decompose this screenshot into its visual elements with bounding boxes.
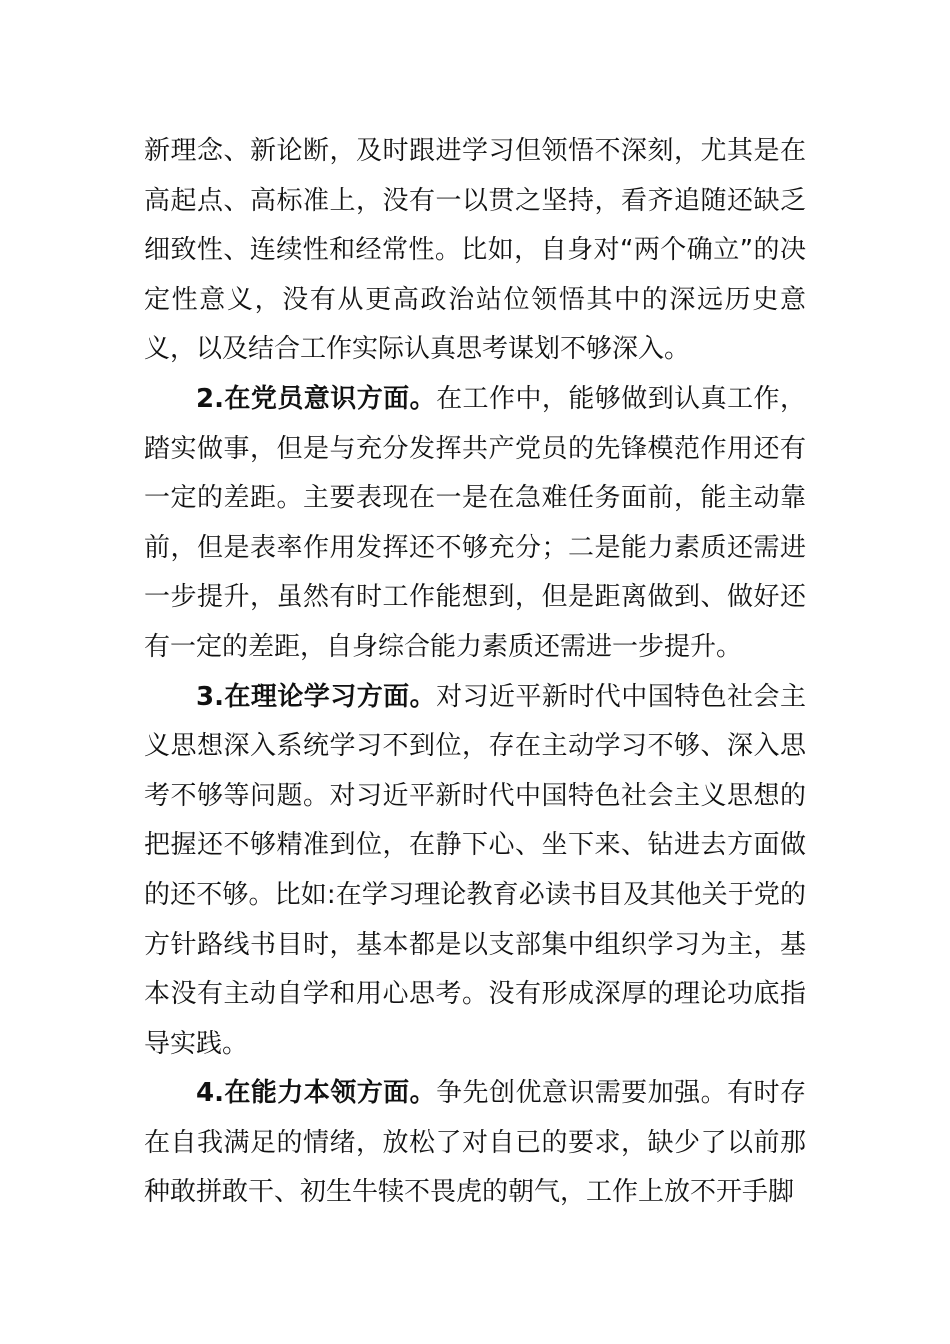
paragraph-text: 新理念、新论断，及时跟进学习但领悟不深刻，尤其是在高起点、高标准上，没有一以贯之坚持，看齐追随还缺乏细致性、连续性和经常性。比如，自身对“两个确立”的决定性意义，没有从更高政治站位领悟其中的深远历史意义，以及结合工作实际认真思考谋划不够深入。 xyxy=(144,136,806,365)
paragraph-heading: 3.在理论学习方面。 xyxy=(196,681,437,712)
paragraph-theory-study xyxy=(144,673,806,1070)
paragraph-heading: 4.在能力本领方面。 xyxy=(196,1078,437,1109)
paragraph-heading: 2.在党员意识方面。 xyxy=(196,383,437,414)
paragraph-text: 对习近平新时代中国特色社会主义思想深入系统学习不到位，存在主动学习不够、深入思考不够等问题。对习近平新时代中国特色社会主义思想的把握还不够精准到位，在静下心、坐下来、钻进去方面做的还不够。比如:在学习理论教育必读书目及其他关于党的方针路线书目时，基本都是以支部集中组织学习为主，基本没有主动自学和用心思考。没有形成深厚的理论功底指导实践。 xyxy=(144,681,806,1059)
paragraph-text: 争先创优意识需要加强。有时存在自我满足的情绪，放松了对自已的要求，缺少了以前那种敢拼敢干、初生牛犊不畏虎的朝气，工作上放不开手脚 xyxy=(144,1078,806,1208)
paragraph-continuation xyxy=(144,127,806,375)
paragraph-party-member-awareness xyxy=(144,375,806,673)
paragraph-text: 在工作中，能够做到认真工作，踏实做事，但是与充分发挥共产党员的先锋模范作用还有一定的差距。主要表现在一是在急难任务面前，能主动靠前，但是表率作用发挥还不够充分；二是能力素质还需进一步提升，虽然有时工作能想到，但是距离做到、做好还有一定的差距，自身综合能力素质还需进一步提升。 xyxy=(144,383,806,662)
document-body xyxy=(144,127,806,1218)
paragraph-capability xyxy=(144,1069,806,1218)
